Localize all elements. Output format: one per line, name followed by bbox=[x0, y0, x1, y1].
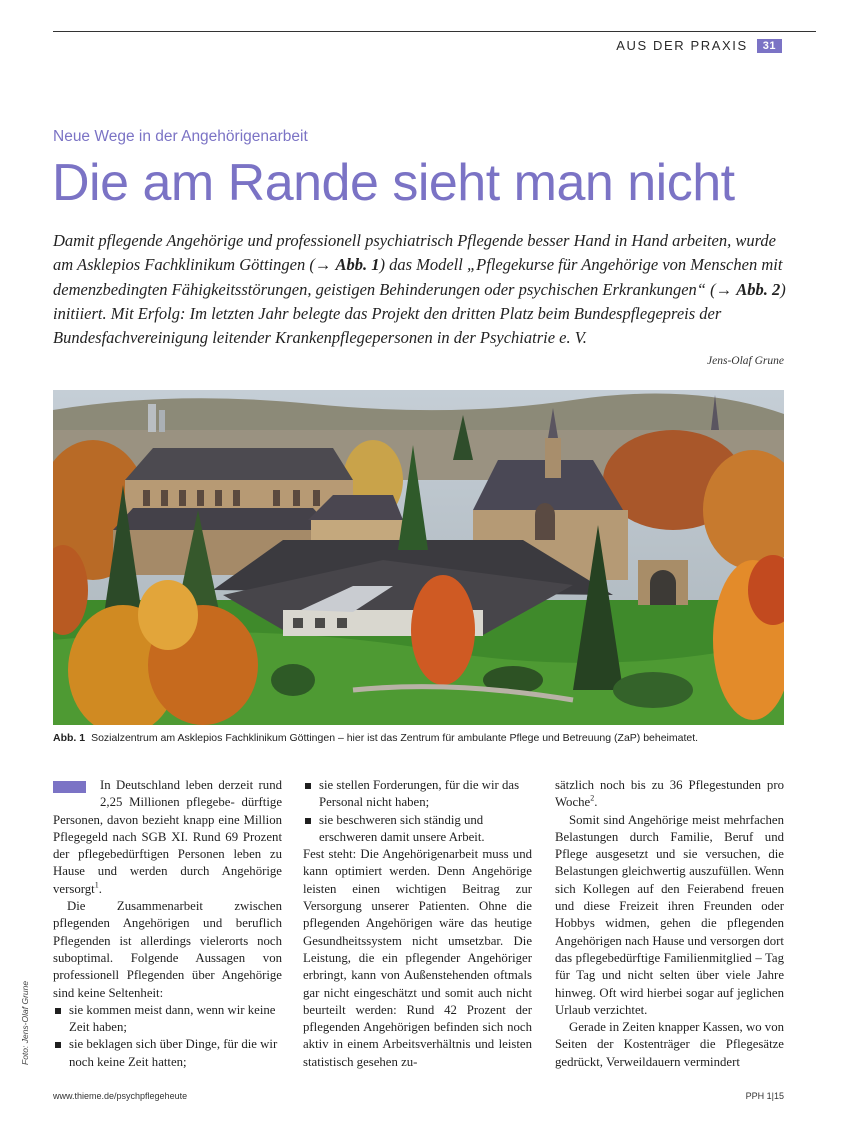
statement-list bbox=[53, 1002, 282, 1071]
list-item: sie kommen meist dann, wenn wir keine Zeit haben; bbox=[53, 1002, 282, 1037]
header-rule bbox=[53, 31, 816, 32]
footnote-2[interactable]: 2 bbox=[590, 794, 595, 804]
figure-caption-text: Sozialzentrum am Asklepios Fachklinikum Göttingen – hier ist das Zentrum für ambulante Pflege und Betreuung (ZaP) beheimatet. bbox=[91, 732, 699, 744]
body-paragraph: Somit sind Angehörige meist mehrfachen Belastungen durch Familie, Beruf und Pflege ausgesetzt und sie versuchen, die Belastungen gleichwertig auszufüllen. Wenn sich Kollegen auf den Feierabend freuen und diese Freizeit ihren Freunden oder Hobbys widmen, gehen die pflegenden Angehörigen nach Hause und versorgen dort das pflegebedürftige Familienmitglied – Tag für Tag und nicht selten über viele Jahre hinweg. Oft wird hierbei sogar auf jeglichen Urlaub verzichtet. bbox=[555, 812, 784, 1017]
author-byline: Jens-Olaf Grune bbox=[707, 355, 784, 367]
body-column-3 bbox=[555, 777, 784, 1071]
body-paragraph bbox=[555, 777, 784, 812]
list-item: sie stellen Forderungen, für die wir das Personal nicht haben; bbox=[303, 777, 532, 812]
page-number-badge: 31 bbox=[757, 39, 782, 53]
footer-url[interactable]: www.thieme.de/psychpflegeheute bbox=[53, 1091, 188, 1101]
body-column-1 bbox=[53, 777, 282, 1071]
hospital-photo bbox=[53, 390, 784, 725]
footer-issue: PPH 1|15 bbox=[745, 1091, 784, 1101]
list-item: sie beklagen sich über Dinge, für die wir noch keine Zeit hatten; bbox=[53, 1036, 282, 1071]
body-column-2 bbox=[303, 777, 532, 1071]
article-kicker: Neue Wege in der Angehörigenarbeit bbox=[53, 128, 308, 145]
lead-text-1: Damit pflegende Angehörige und professionell psychiatrisch Pflegende besser Hand in Hand arbeiten, wurde am Asklepios Fachklinikum Göttingen (→ bbox=[53, 231, 776, 275]
body-paragraph: Fest steht: Die Angehörigenarbeit muss und kann optimiert werden. Denn Angehörige leisten einen wichtigen Beitrag zur Versorgung unserer Patienten. Ohne die pflegenden Angehörigen wäre das heutige Gesundheitssystem nicht umsetzbar. Die Leistung, die ein pflegender Angehöriger erbringt, kann von Außenstehenden oftmals gar nicht eingeschätzt und somit auch nicht beurteilt werden: Rund 42 Prozent der pflegenden Angehörigen befinden sich noch aktiv in einem Arbeitsverhältnis und leisten statistisch gesehen zu- bbox=[303, 847, 532, 1069]
intro-paragraph bbox=[53, 777, 282, 898]
figure-caption bbox=[53, 732, 793, 744]
body-paragraph: Die Zusammenarbeit zwischen pflegenden Angehörigen und beruflich Pflegenden ist allerdings vielerorts noch suboptimal. Folgende Aussagen von professionell Pflegenden über Angehörige sind keine Seltenheit: bbox=[53, 899, 282, 1000]
statement-list bbox=[303, 777, 532, 846]
intro-text-a: In Deutschland leben derzeit rund 2,25 Millionen pflegebe- bbox=[100, 778, 282, 810]
accent-marker bbox=[53, 781, 86, 793]
intro-text-b: dürftige Personen, davon bezieht knapp eine Million Pflegegeld nach SGB XI. Rund 69 Prozent der pflegebedürftigen Personen leben zu Hause und werden durch Angehörige versorgt bbox=[53, 795, 282, 896]
intro-text-end: . bbox=[98, 881, 102, 896]
list-item: sie beschweren sich ständig und erschweren damit unsere Arbeit. bbox=[303, 812, 532, 847]
lead-text-3: ) initiiert. Mit Erfolg: Im letzten Jahr belegte das Projekt den dritten Platz beim Bundespflegepreis der Bundesfachvereinigung leitender Krankenpflegepersonen in der Psychiatrie e. V. bbox=[53, 279, 786, 348]
body-text: sätzlich noch bis zu 36 Pflegestunden pro Woche bbox=[555, 778, 784, 810]
article-title: Die am Rande sieht man nicht bbox=[52, 154, 735, 212]
body-paragraph: Gerade in Zeiten knapper Kassen, wo von Seiten der Kostenträger die Pflegesätze gedrückt, Verweildauern vermindert bbox=[555, 1020, 784, 1069]
photo-credit: Foto: Jens-Olaf Grune bbox=[20, 980, 30, 1065]
body-text-end: . bbox=[594, 795, 598, 810]
footnote-1[interactable]: 1 bbox=[94, 880, 99, 890]
lead-text-2: ) das Modell „Pflegekurse für Angehörige von Menschen mit demenzbedingten Fähigkeitsstörungen, geistigen Behinderungen oder psychischen Erkrankungen“ (→ bbox=[53, 255, 783, 299]
figure-ref-2[interactable]: Abb. 2 bbox=[736, 279, 781, 299]
article-lead bbox=[53, 229, 788, 350]
figure-label: Abb. 1 bbox=[53, 732, 86, 744]
running-header bbox=[616, 38, 782, 53]
figure-ref-1[interactable]: Abb. 1 bbox=[335, 255, 380, 275]
section-label: AUS DER PRAXIS bbox=[616, 38, 748, 53]
